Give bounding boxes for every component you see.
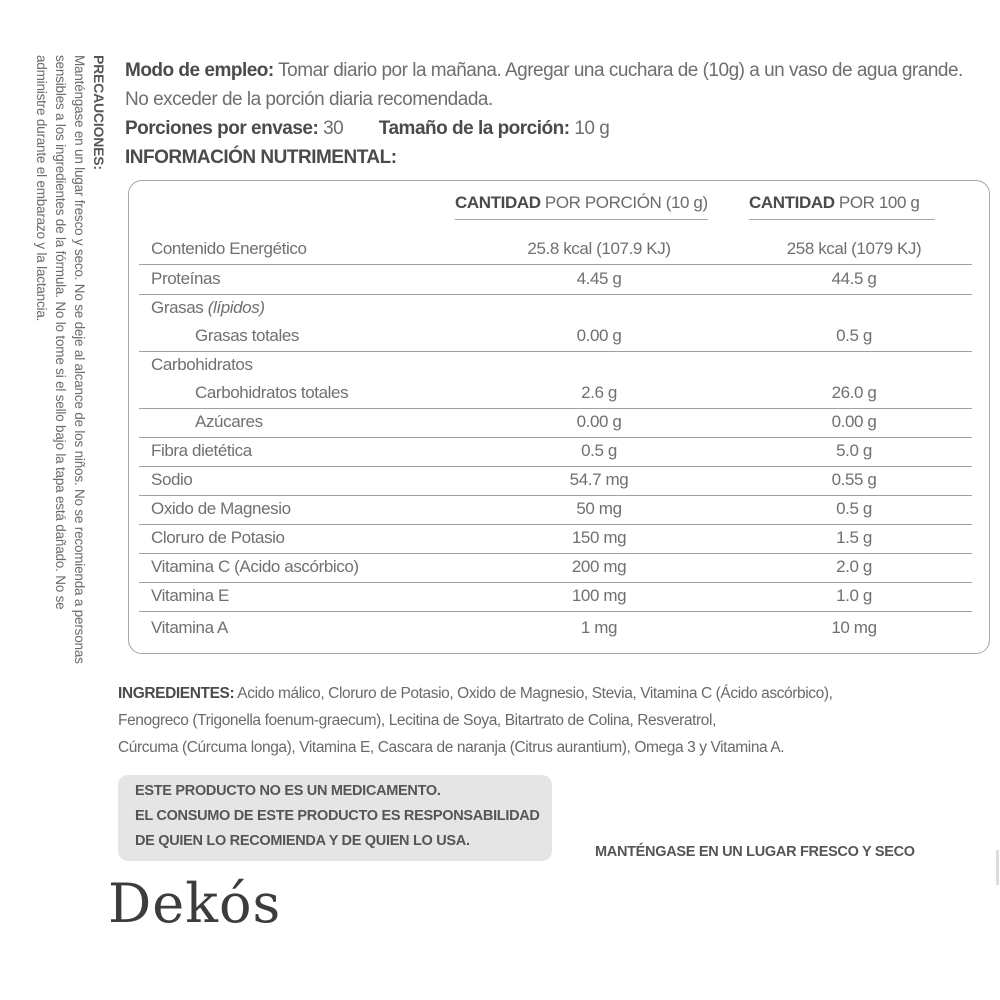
row-label xyxy=(151,298,265,318)
serving-size-value: 10 g xyxy=(574,118,610,139)
table-row xyxy=(139,615,972,643)
row-value-100g: 5.0 g xyxy=(836,441,872,460)
row-label: Cloruro de Potasio xyxy=(151,528,285,547)
row-label: Oxido de Magnesio xyxy=(151,499,291,518)
table-row xyxy=(139,438,972,467)
row-value-portion: 0.5 g xyxy=(581,441,617,460)
usage-label: Modo de empleo: xyxy=(125,60,274,81)
col2-rest: POR 100 g xyxy=(838,193,920,212)
row-value-portion: 150 mg xyxy=(571,528,627,547)
row-value-portion: 25.8 kcal (107.9 KJ) xyxy=(527,239,671,258)
warning-box xyxy=(118,775,552,861)
table-row xyxy=(139,467,972,496)
ingredients-label: INGREDIENTES: xyxy=(118,685,235,702)
row-label: Azúcares xyxy=(195,412,263,431)
nutrition-heading: INFORMACIÓN NUTRIMENTAL: xyxy=(125,147,397,168)
row-label: Proteínas xyxy=(151,269,221,288)
row-value-portion: 54.7 mg xyxy=(569,470,629,489)
precautions-block xyxy=(32,55,108,755)
serving-size-label: Tamaño de la porción: xyxy=(378,118,570,139)
row-value-100g: 0.5 g xyxy=(836,326,872,345)
col-header-per-100g xyxy=(749,193,935,220)
row-label: Vitamina E xyxy=(151,586,229,605)
row-label: Carbohidratos totales xyxy=(195,383,349,402)
row-value-portion: 4.45 g xyxy=(576,269,622,288)
warning-line-3: DE QUIEN LO RECOMIENDA Y DE QUIEN LO USA. xyxy=(135,833,470,849)
table-row xyxy=(139,409,972,438)
table-row xyxy=(139,380,972,409)
table-row xyxy=(139,323,972,352)
servings-label: Porciones por envase: xyxy=(125,118,319,139)
row-label: Sodio xyxy=(151,470,193,489)
usage-text: Tomar diario por la mañana. Agregar una cuchara de (10g) a un vaso de agua grande. xyxy=(278,60,963,81)
row-value-100g: 1.0 g xyxy=(836,586,872,605)
row-label: Carbohidratos xyxy=(151,355,253,374)
table-row xyxy=(139,583,972,612)
ingredients-line-3: Cúrcuma (Cúrcuma longa), Vitamina E, Cascara de naranja (Citrus aurantium), Omega 3 y Vitamina A. xyxy=(118,739,785,756)
row-value-100g: 1.5 g xyxy=(836,528,872,547)
col2-bold: CANTIDAD xyxy=(749,193,835,212)
row-value-100g: 0.00 g xyxy=(831,412,877,431)
row-label: Contenido Energético xyxy=(151,239,307,258)
table-row xyxy=(139,295,972,323)
ingredients-line-1: Acido málico, Cloruro de Potasio, Oxido de Magnesio, Stevia, Vitamina C (Ácido ascórbico), xyxy=(237,685,833,702)
usage-block xyxy=(125,56,963,172)
precautions-line-3: administre durante el embarazo y la lactancia. xyxy=(34,55,49,322)
table-row xyxy=(139,496,972,525)
row-value-portion: 100 mg xyxy=(571,586,627,605)
row-label: Vitamina A xyxy=(151,618,228,637)
row-value-100g: 0.5 g xyxy=(836,499,872,518)
row-value-portion: 0.00 g xyxy=(576,412,622,431)
servings-value: 30 xyxy=(323,118,344,139)
table-row xyxy=(139,554,972,583)
row-value-100g: 258 kcal (1079 KJ) xyxy=(786,239,922,258)
row-label: Grasas totales xyxy=(195,326,300,345)
col1-rest: POR PORCIÓN (10 g) xyxy=(544,193,708,212)
nutrition-table xyxy=(128,180,990,654)
brand-logo: Dekós xyxy=(108,872,282,935)
ingredients-line-2: Fenogreco (Trigonella foenum-graecum), Lecitina de Soya, Bitartrato de Colina, Resveratrol, xyxy=(118,712,716,729)
row-value-100g: 26.0 g xyxy=(831,383,877,402)
ingredients-block xyxy=(118,680,833,761)
usage-line-2: No exceder de la porción diaria recomendada. xyxy=(125,89,493,110)
table-row xyxy=(139,525,972,554)
row-label: Vitamina C (Acido ascórbico) xyxy=(151,557,359,576)
storage-notice: MANTÉNGASE EN UN LUGAR FRESCO Y SECO xyxy=(595,844,915,860)
row-value-100g: 10 mg xyxy=(831,618,877,637)
row-label-main: Grasas xyxy=(151,298,204,317)
table-row xyxy=(139,236,972,265)
row-value-100g: 0.55 g xyxy=(831,470,877,489)
precautions-title: PRECAUCIONES: xyxy=(91,55,107,170)
row-value-100g: 2.0 g xyxy=(836,557,872,576)
row-value-portion: 1 mg xyxy=(580,618,618,637)
edge-divider xyxy=(996,850,999,885)
row-value-portion: 50 mg xyxy=(576,499,622,518)
col1-bold: CANTIDAD xyxy=(455,193,541,212)
col-header-per-portion xyxy=(455,193,708,220)
warning-line-2: EL CONSUMO DE ESTE PRODUCTO ES RESPONSABILIDAD xyxy=(135,808,540,824)
row-value-portion: 2.6 g xyxy=(581,383,617,402)
row-value-100g: 44.5 g xyxy=(831,269,877,288)
row-value-portion: 0.00 g xyxy=(576,326,622,345)
table-row xyxy=(139,266,972,295)
row-label-italic: (lípidos) xyxy=(207,298,265,317)
precautions-line-2: sensibles a los ingredientes de la fórmula. No lo tome si el sello bajo la tapa está dañado. No se xyxy=(53,55,68,610)
warning-line-1: ESTE PRODUCTO NO ES UN MEDICAMENTO. xyxy=(135,783,441,799)
precautions-line-1: Manténgase en un lugar fresco y seco. No se deje al alcance de los niños. No se recomienda a personas xyxy=(72,55,87,664)
row-value-portion: 200 mg xyxy=(571,557,627,576)
row-label: Fibra dietética xyxy=(151,441,252,460)
table-row xyxy=(139,352,972,380)
